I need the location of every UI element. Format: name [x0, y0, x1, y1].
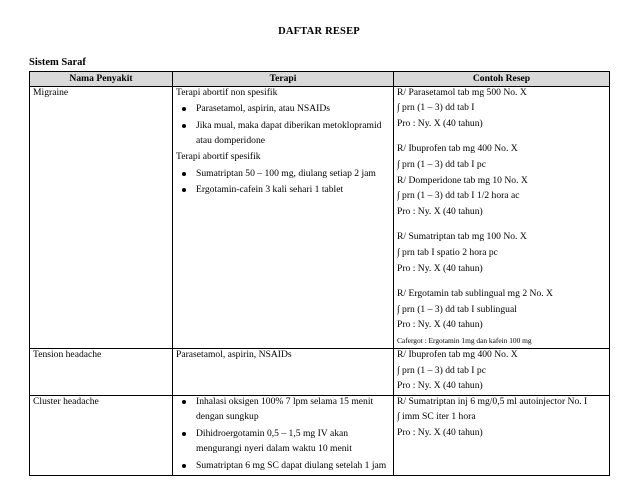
list-item: [176, 103, 390, 116]
bullet-icon: [182, 107, 186, 111]
document-title: DAFTAR RESEP: [278, 26, 360, 37]
list-item: [176, 428, 390, 456]
list-item: [176, 396, 390, 424]
list-item: [176, 120, 390, 148]
cell-resep: [394, 395, 610, 475]
table-row: [30, 86, 610, 348]
recipe-note: Cafergot : Ergotamin 1mg dan kafein 100 mg: [397, 335, 532, 345]
list-item: [176, 460, 390, 473]
recipe-line: Pro : Ny. X (40 tahun): [397, 426, 483, 438]
header-nama-penyakit: Nama Penyakit: [30, 72, 173, 87]
cell-penyakit: [30, 86, 173, 348]
cell-terapi: [173, 395, 394, 475]
recipe-line: ∫ prn (1 – 3) dd tab I sublingual: [397, 303, 517, 315]
recipe-line: R/ Parasetamol tab mg 500 No. X: [397, 86, 527, 98]
recipe-line: R/ Ergotamin tab sublingual mg 2 No. X: [397, 288, 553, 300]
therapy-list: [176, 168, 390, 197]
recipe-line: Pro : Ny. X (40 tahun): [397, 117, 483, 129]
bullet-icon: [182, 464, 186, 468]
therapy-text: Parasetamol, aspirin, NSAIDs: [176, 348, 292, 360]
cell-penyakit: [30, 395, 173, 475]
recipe-line: R/ Sumatriptan inj 6 mg/0,5 ml autoinjector No. I: [397, 395, 588, 407]
therapy-text: mengurangi nyeri dalam waktu 10 menit: [196, 443, 352, 455]
recipe-line: Pro : Ny. X (40 tahun): [397, 205, 483, 217]
recipe-line: R/ Ibuprofen tab mg 400 No. X: [397, 348, 518, 360]
therapy-heading: Terapi abortif spesifik: [176, 150, 261, 162]
therapy-text: atau domperidone: [196, 135, 265, 147]
therapy-text: Parasetamol, aspirin, atau NSAIDs: [196, 103, 331, 115]
recipe-line: ∫ prn (1 – 3) dd tab I 1/2 hora ac: [397, 190, 520, 202]
recipe-line: R/ Domperidone tab mg 10 No. X: [397, 174, 528, 186]
section-heading: Sistem Saraf: [29, 57, 86, 68]
therapy-text: Dihidroergotamin 0,5 – 1,5 mg IV akan: [196, 427, 349, 439]
table-row: [30, 395, 610, 475]
recipe-line: R/ Sumatriptan tab mg 100 No. X: [397, 231, 527, 243]
recipe-line: ∫ prn (1 – 3) dd tab I pc: [397, 364, 486, 376]
cell-terapi: [173, 348, 394, 395]
recipe-line: R/ Ibuprofen tab mg 400 No. X: [397, 143, 518, 155]
list-item: [176, 168, 390, 181]
bullet-icon: [182, 188, 186, 192]
table-row: [30, 348, 610, 395]
therapy-text: Jika mual, maka dapat diberikan metoklopramid: [196, 119, 382, 131]
disease-name: Migraine: [33, 86, 69, 98]
therapy-list: [176, 103, 390, 148]
therapy-list: [176, 396, 390, 473]
bullet-icon: [182, 432, 186, 436]
recipe-line: Pro : Ny. X (40 tahun): [397, 262, 483, 274]
disease-name: Tension headache: [33, 348, 102, 360]
disease-name: Cluster headache: [33, 395, 99, 407]
table-header-row: [30, 72, 610, 87]
therapy-text: Inhalasi oksigen 100% 7 lpm selama 15 menit: [196, 395, 374, 407]
cell-resep: [394, 86, 610, 348]
cell-resep: [394, 348, 610, 395]
bullet-icon: [182, 400, 186, 404]
therapy-text: Ergotamin-cafein 3 kali sehari 1 tablet: [196, 184, 344, 196]
list-item: [176, 184, 390, 197]
header-terapi: Terapi: [173, 72, 394, 87]
cell-penyakit: [30, 348, 173, 395]
recipe-line: ∫ imm SC iter 1 hora: [397, 411, 476, 423]
recipe-line: ∫ prn (1 – 3) dd tab I pc: [397, 158, 486, 170]
recipe-line: ∫ prn tab I spatio 2 hora pc: [397, 246, 498, 258]
bullet-icon: [182, 172, 186, 176]
bullet-icon: [182, 124, 186, 128]
therapy-heading: Terapi abortif non spesifik: [176, 86, 278, 98]
therapy-text: Sumatriptan 50 – 100 mg, diulang setiap 2 jam: [196, 167, 376, 179]
recipe-line: Pro : Ny. X (40 tahun): [397, 319, 483, 331]
therapy-text: dengan sungkup: [196, 411, 259, 423]
recipe-line: Pro : Ny. X (40 tahun): [397, 380, 483, 392]
prescription-table: [29, 71, 610, 476]
therapy-text: Sumatriptan 6 mg SC dapat diulang setelah 1 jam: [196, 460, 387, 472]
recipe-line: ∫ prn (1 – 3) dd tab I: [397, 102, 475, 114]
cell-terapi: [173, 86, 394, 348]
header-contoh-resep: Contoh Resep: [394, 72, 610, 87]
